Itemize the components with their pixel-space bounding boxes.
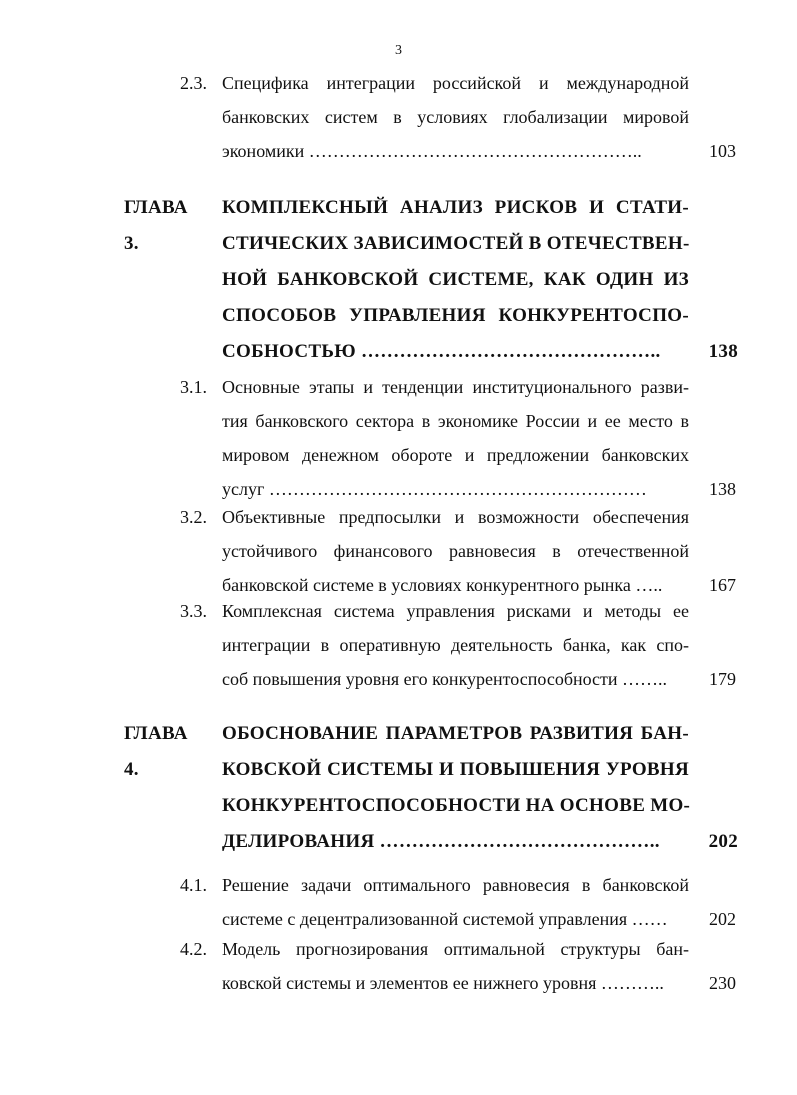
entry-line: ковской системы и элементов ее нижнего уровня ……….. [222, 973, 664, 993]
entry-line: услуг ……………………………………………………… [222, 479, 647, 499]
entry-line: Комплексная система управления рисками и методы ее [222, 601, 689, 621]
entry-line: соб повышения уровня его конкурентоспособности …….. [222, 669, 668, 689]
entry-page: 230 [709, 973, 736, 993]
entry-title [222, 868, 689, 936]
chapter-line: СПОСОБОВ УПРАВЛЕНИЯ КОНКУРЕНТОСПО- [222, 305, 689, 326]
chapter-line: КОВСКОЙ СИСТЕМЫ И ПОВЫШЕНИЯ УРОВНЯ [222, 759, 689, 780]
chapter-line: КОМПЛЕКСНЫЙ АНАЛИЗ РИСКОВ И СТАТИ- [222, 197, 689, 218]
entry-title [222, 594, 689, 696]
chapter-line: СТИЧЕСКИХ ЗАВИСИМОСТЕЙ В ОТЕЧЕСТВЕН- [222, 233, 690, 254]
entry-page: 202 [709, 909, 736, 929]
chapter-page: 138 [708, 341, 738, 362]
entry-line: Решение задачи оптимального равновесия в банковской [222, 875, 689, 895]
entry-line: интеграции в оперативную деятельность банка, как спо- [222, 635, 689, 655]
chapter-line: НОЙ БАНКОВСКОЙ СИСТЕМЕ, КАК ОДИН ИЗ [222, 269, 689, 290]
chapter-line: СОБНОСТЬЮ ……………………………………….. [222, 341, 661, 362]
entry-number: 4.2. [180, 939, 207, 959]
entry-line: банковских систем в условиях глобализации мировой [222, 107, 689, 127]
entry-title [222, 932, 689, 1000]
entry-title [222, 66, 689, 168]
entry-number: 4.1. [180, 875, 207, 895]
entry-line: устойчивого финансового равновесия в отечественной [222, 541, 689, 561]
entry-number: 3.2. [180, 507, 207, 527]
entry-line: Модель прогнозирования оптимальной структуры бан- [222, 939, 689, 959]
entry-line: Объективные предпосылки и возможности обеспечения [222, 507, 689, 527]
entry-number: 3.3. [180, 601, 207, 621]
entry-number: 2.3. [180, 73, 207, 93]
chapter-title [222, 716, 689, 860]
entry-line: банковской системе в условиях конкурентного рынка ….. [222, 575, 663, 595]
entry-line: мировом денежном обороте и предложении банковских [222, 445, 689, 465]
entry-page: 103 [709, 141, 736, 161]
chapter-page: 202 [708, 831, 738, 852]
page-number: 3 [395, 43, 402, 58]
entry-page: 138 [709, 479, 736, 499]
entry-page: 167 [709, 575, 736, 595]
entry-line: экономики ……………………………………………….. [222, 141, 642, 161]
chapter-title [222, 190, 689, 370]
chapter-line: КОНКУРЕНТОСПОСОБНОСТИ НА ОСНОВЕ МО- [222, 795, 691, 816]
entry-page: 179 [709, 669, 736, 689]
chapter-line: ДЕЛИРОВАНИЯ …………………………………….. [222, 831, 660, 852]
entry-line: Основные этапы и тенденции институционального разви- [222, 377, 689, 397]
entry-title [222, 500, 689, 602]
chapter-number: ГЛАВА 4. [124, 723, 188, 780]
entry-line: системе с децентрализованной системой управления …… [222, 909, 668, 929]
chapter-number: ГЛАВА 3. [124, 197, 188, 254]
entry-line: Специфика интеграции российской и международной [222, 73, 689, 93]
entry-number: 3.1. [180, 377, 207, 397]
entry-line: тия банковского сектора в экономике России и ее место в [222, 411, 689, 431]
chapter-line: ОБОСНОВАНИЕ ПАРАМЕТРОВ РАЗВИТИЯ БАН- [222, 723, 689, 744]
entry-title [222, 370, 689, 506]
